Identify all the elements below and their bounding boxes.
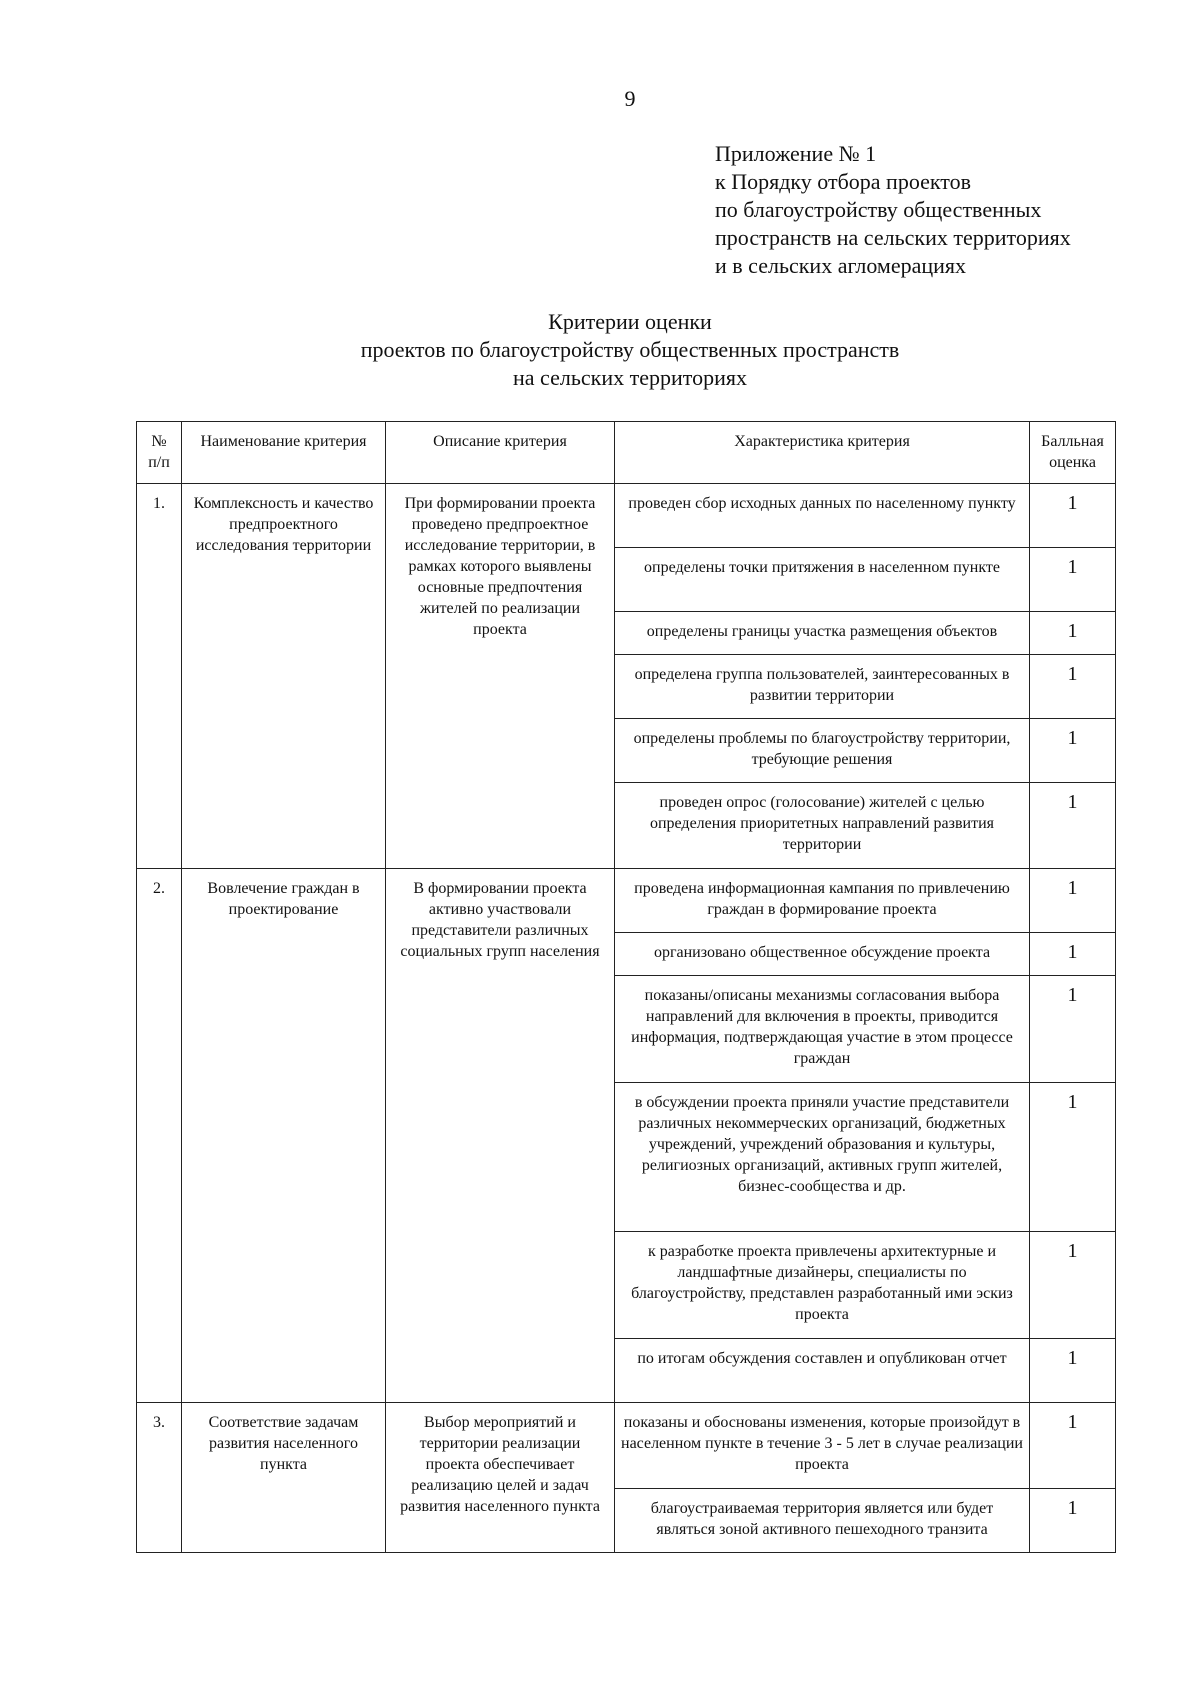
criterion-number: 2. [137,869,182,1403]
criterion-score: 1 [1030,1403,1116,1489]
criterion-score: 1 [1030,548,1116,612]
page-number: 9 [624,86,636,111]
criterion-score: 1 [1030,869,1116,933]
criterion-characteristic: проведен опрос (голосование) жителей с целью определения приоритетных направлений развития территории [615,783,1030,869]
criterion-score: 1 [1030,612,1116,655]
table-row [137,1403,1116,1489]
criterion-characteristic: проведена информационная кампания по привлечению граждан в формирование проекта [615,869,1030,933]
table-row [137,869,1116,933]
criterion-score: 1 [1030,783,1116,869]
criterion-score: 1 [1030,1489,1116,1553]
criterion-characteristic: благоустраиваемая территория является или будет являться зоной активного пешеходного транзита [615,1489,1030,1553]
appendix-line: пространств на сельских территориях [715,225,1071,250]
criterion-characteristic: определены границы участка размещения объектов [615,612,1030,655]
criterion-characteristic: к разработке проекта привлечены архитектурные и ландшафтные дизайнеры, специалисты по благоустройству, представлен разработанный ими эскиз проекта [615,1232,1030,1339]
criterion-characteristic: определены точки притяжения в населенном пункте [615,548,1030,612]
table-row [137,484,1116,548]
criterion-characteristic: показаны/описаны механизмы согласования выбора направлений для включения в проекты, приводится информация, подтверждающая участие в этом процессе граждан [615,976,1030,1083]
header-score: Балльная оценка [1030,422,1116,484]
criterion-score: 1 [1030,933,1116,976]
title-line: на сельских территориях [513,365,747,390]
table-header-row [137,422,1116,484]
header-num: № п/п [137,422,182,484]
criterion-name: Вовлечение граждан в проектирование [182,869,386,1403]
criterion-score: 1 [1030,719,1116,783]
criterion-score: 1 [1030,1339,1116,1403]
criterion-name: Комплексность и качество предпроектного исследования территории [182,484,386,869]
title-line: проектов по благоустройству общественных пространств [360,337,900,362]
header-characteristic: Характеристика критерия [615,422,1030,484]
header-description: Описание критерия [386,422,615,484]
criterion-description: При формировании проекта проведено предпроектное исследование территории, в рамках которого выявлены основные предпочтения жителей по реализации проекта [386,484,615,869]
appendix-line: Приложение № 1 [715,141,877,166]
criterion-description: В формировании проекта активно участвовали представители различных социальных групп населения [386,869,615,1403]
criterion-score: 1 [1030,1232,1116,1339]
document-title [0,308,1200,392]
criterion-characteristic: в обсуждении проекта приняли участие представители различных некоммерческих организаций, бюджетных учреждений, учреждений образования и культуры, религиозных организаций, активных групп жителей, бизнес-сообщества и др. [615,1083,1030,1232]
criterion-characteristic: определена группа пользователей, заинтересованных в развитии территории [615,655,1030,719]
appendix-line: к Порядку отбора проектов [715,169,971,194]
criterion-characteristic: определены проблемы по благоустройству территории, требующие решения [615,719,1030,783]
criterion-characteristic: показаны и обоснованы изменения, которые произойдут в населенном пункте в течение 3 - 5 лет в случае реализации проекта [615,1403,1030,1489]
criterion-characteristic: организовано общественное обсуждение проекта [615,933,1030,976]
criterion-number: 3. [137,1403,182,1553]
criterion-number: 1. [137,484,182,869]
header-name: Наименование критерия [182,422,386,484]
criterion-score: 1 [1030,1083,1116,1232]
criterion-name: Соответствие задачам развития населенного пункта [182,1403,386,1553]
appendix-block [715,140,1071,280]
criterion-characteristic: проведен сбор исходных данных по населенному пункту [615,484,1030,548]
appendix-line: по благоустройству общественных [715,197,1042,222]
title-line: Критерии оценки [548,309,712,334]
appendix-line: и в сельских агломерациях [715,253,967,278]
criterion-description: Выбор мероприятий и территории реализации проекта обеспечивает реализацию целей и задач развития населенного пункта [386,1403,615,1553]
criterion-score: 1 [1030,655,1116,719]
criteria-table [136,421,1116,1553]
criterion-characteristic: по итогам обсуждения составлен и опубликован отчет [615,1339,1030,1403]
criterion-score: 1 [1030,976,1116,1083]
criterion-score: 1 [1030,484,1116,548]
